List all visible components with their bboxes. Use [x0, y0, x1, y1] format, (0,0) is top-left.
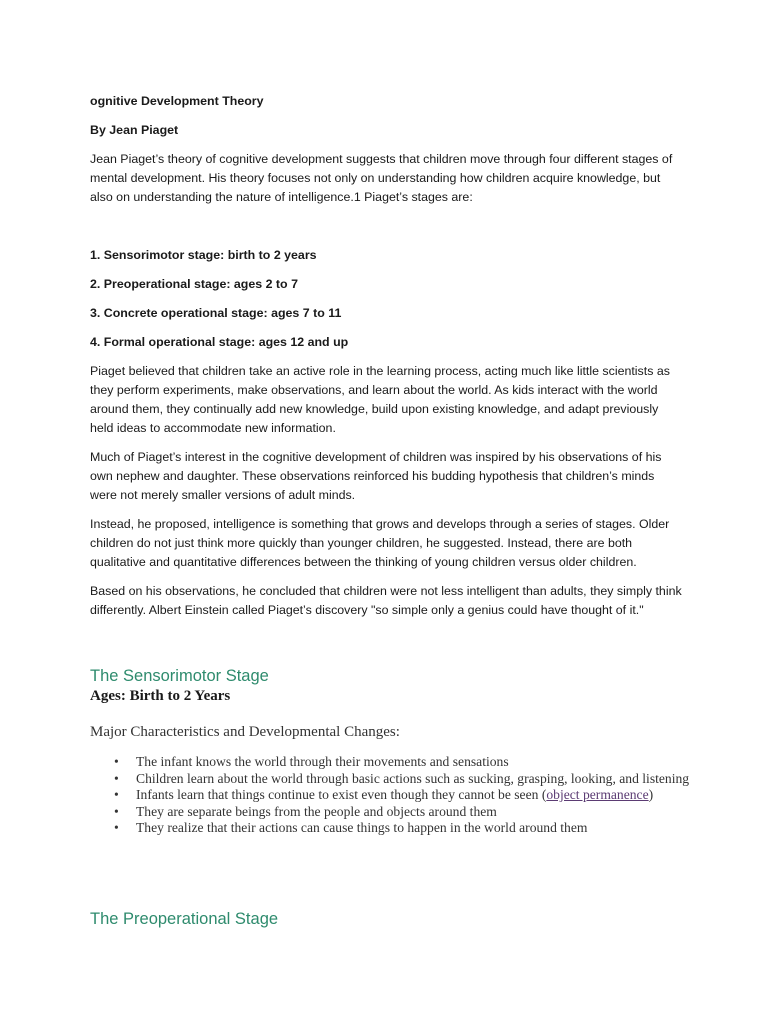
- list-item: [114, 770, 690, 788]
- section-heading: The Sensorimotor Stage: [90, 667, 269, 685]
- object-permanence-link[interactable]: object permanence: [546, 787, 649, 802]
- body-paragraph: Much of Piaget’s interest in the cognitive development of children was inspired by his observations of his own nephew and daughter. These observations reinforced his budding hypothesis that children’s minds were not merely smaller versions of adult minds.: [90, 450, 662, 502]
- stage-list-item: 4. Formal operational stage: ages 12 and up: [90, 335, 349, 349]
- list-item-text: Infants learn that things continue to exist even though they cannot be seen (: [136, 787, 547, 802]
- bullet-icon: •: [114, 820, 119, 835]
- intro-paragraph: Jean Piaget’s theory of cognitive development suggests that children move through four different stages of mental development. His theory focuses not only on understanding how children acquire knowledge, but also on understanding the nature of intelligence.1 Piaget’s stages are:: [90, 152, 673, 204]
- characteristics-list: [90, 754, 690, 837]
- body-paragraph: Piaget believed that children take an active role in the learning process, acting much like little scientists as they perform experiments, make observations, and learn about the world. As kids interact with the world around them, they continually add new knowledge, build upon existing knowledge, and adapt previously held ideas to accommodate new information.: [90, 364, 670, 435]
- list-item-text: They are separate beings from the people and objects around them: [136, 803, 497, 819]
- bullet-icon: •: [114, 803, 119, 819]
- stage-list-item: 3. Concrete operational stage: ages 7 to 11: [90, 306, 342, 320]
- section-heading: The Preoperational Stage: [90, 910, 279, 928]
- document-title: ognitive Development Theory: [90, 94, 264, 108]
- stage-list-item: 1. Sensorimotor stage: birth to 2 years: [90, 248, 317, 262]
- body-paragraph: Instead, he proposed, intelligence is something that grows and develops through a series of stages. Older children do not just think more quickly than younger children, he suggested. Instead, there are both qualitative and quantitative differences between the thinking of young children versus older children.: [90, 517, 670, 569]
- body-paragraph: Based on his observations, he concluded that children were not less intelligent than adults, they simply think differently. Albert Einstein called Piaget’s discovery "so simple only a genius could have thought of it.": [90, 584, 682, 617]
- spacer: [90, 217, 682, 246]
- bullet-icon: •: [114, 770, 119, 786]
- list-item: [114, 820, 690, 837]
- sensorimotor-section: [90, 666, 690, 837]
- bullet-icon: •: [114, 787, 119, 802]
- characteristics-label: Major Characteristics and Developmental Changes:: [90, 724, 400, 740]
- ages-subheading: Ages: Birth to 2 Years: [90, 688, 231, 704]
- list-item: [114, 803, 690, 821]
- list-item-text: The infant knows the world through their movements and sensations: [136, 754, 509, 769]
- list-item: [114, 787, 690, 804]
- list-item-text: They realize that their actions can cause things to happen in the world around them: [136, 820, 588, 835]
- list-item-text: Children learn about the world through basic actions such as sucking, grasping, looking, and listening: [136, 770, 690, 786]
- stage-list-item: 2. Preoperational stage: ages 2 to 7: [90, 277, 298, 291]
- preoperational-section: [90, 909, 690, 929]
- body-column: [90, 92, 682, 630]
- document-author: By Jean Piaget: [90, 123, 179, 137]
- list-item: [114, 754, 690, 771]
- bullet-icon: •: [114, 754, 119, 769]
- list-item-text-end: ): [648, 787, 654, 802]
